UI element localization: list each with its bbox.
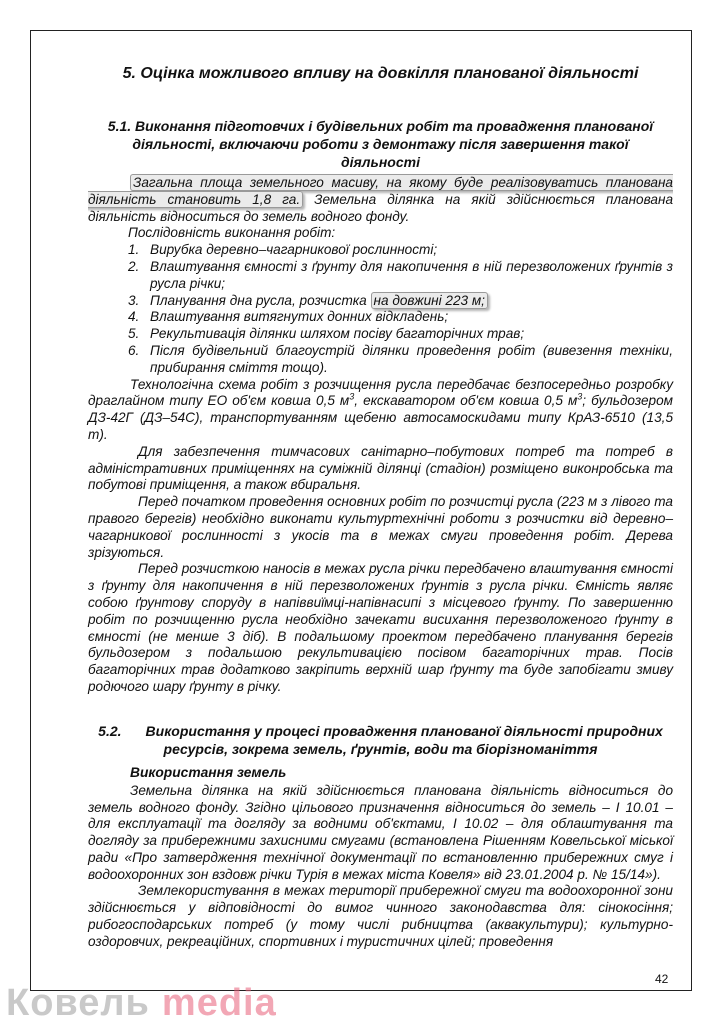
watermark-text: media — [161, 982, 277, 1024]
list-item-number: 1. — [128, 242, 140, 258]
list-item-text: Влаштування витягнутих донних відкладень; — [150, 309, 449, 325]
subsection-title-line: Використання у процесі провадження планованої діяльності природних — [145, 722, 663, 739]
paragraph-text: ; бульдозером ДЗ-42Г (ДЗ–54С), транспортуванням щебеню автосамоскидами типу КрАЗ-6510 (13,5 т). — [88, 393, 673, 442]
paragraph-sanitary: Для забезпечення тимчасових санітарно–побутових потреб та потреб в адміністративних приміщеннях на суміжній ділянці (стадіон) розміщено виконробська та побутові приміщення, а також вбиральня. — [88, 443, 673, 493]
list-item-text: Влаштування ємності з ґрунту для накопичення в ній перезволожених ґрунтів з русла річки; — [150, 258, 673, 291]
watermark-logo — [6, 983, 277, 1023]
paragraph-text: , екскаватором об'єм ковша 0,5 м — [354, 393, 578, 409]
list-item-number: 3. — [128, 292, 140, 308]
subsection-number: 5.2. — [98, 722, 122, 739]
subsection-title-line: 5.1. Виконання підготовчих і будівельних робіт та провадження планованої — [107, 118, 654, 134]
list-item-text: Рекультивація ділянки шляхом посіву багаторічних трав; — [150, 326, 525, 342]
superscript: 3 — [577, 391, 583, 402]
highlighted-length-text: на довжині 223 м; — [371, 292, 488, 309]
list-item-text — [150, 293, 673, 310]
list-item — [88, 343, 673, 377]
paragraph-sediment: Перед розчисткою наносів в межах русла річки передбачено влаштування ємності з ґрунту для накопичення в ній перезволожених ґрунтів з русла річки. Ємність являє собою ґрунтову споруду в напіввиїмці-напівнасипі з місцевого ґрунту. По завершенню робіт по розчищенню русла необхідно зачекати висихання перезволоженого ґрунту в ємності (не менше 3 діб). В подальшому проектом передбачено планування берегів бульдозером з подальшою рекультивацією посівом багаторічних трав. Посів багаторічних трав додатково закріпить верхній шар ґрунту та буде запобігати змиву родючого шару ґрунту в річку. — [88, 561, 673, 694]
watermark-text: Ковель — [6, 982, 150, 1024]
list-item-text-part: Планування дна русла, розчистка — [150, 292, 371, 308]
sequence-intro: Послідовність виконання робіт: — [128, 225, 336, 241]
section-title: 5. Оцінка можливого впливу на довкілля планованої діяльності — [122, 65, 639, 82]
list-item — [88, 309, 673, 326]
paragraph-text: Технологічна схема робіт з розчищення русла передбачає безпосередньо розробку драглайном типу ЕО об'єм ковша 0,5 м — [88, 376, 673, 409]
subsection-title-line: ресурсів, зокрема земель, ґрунтів, води та біорізноманіття — [163, 740, 598, 757]
paragraph-technology — [88, 377, 673, 444]
paragraph-before-works: Перед початком проведення основних робіт по розчистці русла (223 м з лівого та правого берегів) необхідно виконати культуртехнічні роботи з розчистки від деревно–чагарникової рослинності з укосів та в межах смуги проведення робіт. Дерева зрізуються. — [88, 494, 673, 560]
list-item — [88, 259, 673, 293]
spacer — [88, 696, 673, 722]
subsection-5-2-title — [88, 722, 673, 758]
page-number: 42 — [655, 972, 669, 986]
list-item — [88, 293, 673, 310]
superscript: 3 — [349, 391, 355, 402]
list-item-text: Після будівельний благоустрій ділянки проведення робіт (вивезення техніки, прибирання сміття тощо). — [150, 342, 673, 375]
list-item-number: 4. — [128, 309, 140, 325]
list-item-number: 2. — [128, 258, 140, 274]
subsection-5-1-title — [88, 117, 673, 171]
highlighted-area-text: Загальна площа земельного масиву, на якому буде реалізовуватись планована діяльність становить 1,8 га. — [88, 175, 673, 207]
work-steps-list — [88, 242, 673, 376]
subsection-title-line: діяльності, включаючи роботи з демонтажу після завершення такої — [132, 136, 629, 152]
list-item-number: 6. — [128, 342, 140, 358]
document-body — [88, 64, 673, 951]
paragraph-land-use: Земельна ділянка на якій здійснюється планована діяльність відноситься до земель водного фонду. Згідно цільового призначення відноситься до земель – І 10.01 – для експлуатації та догляду за водними об'єктами, І 10.02 – для облаштування та догляду за прибережними захисними смугами (встановлена Рішенням Ковельської міської ради «Про затвердження технічної документації по встановленню прибережних смуг і водоохоронних зон вздовж річки Турія в межах міста Ковеля» від 23.01.2004 р. № 15/14»). — [88, 782, 673, 882]
subsection-title-line: діяльності — [341, 154, 420, 170]
paragraph-text: Земельна ділянка на якій здійснюється планована діяльність відноситься до земель водного фонду. — [88, 191, 674, 224]
list-item-text: Вирубка деревно–чагарникової рослинності; — [150, 242, 438, 258]
paragraph-area — [88, 175, 673, 225]
list-item — [88, 242, 673, 259]
land-use-heading: Використання земель — [130, 764, 287, 780]
paragraph-land-use-2: Землекористування в межах території прибережної смуги та водоохоронної зони здійснюється у відповідності до вимог чинного законодавства для: сінокосіння; рибогосподарських потреб (у тому числі рибництва (аквакультури); культурно-оздоровчих, рекреаційних, спортивних і туристичних цілей; проведення — [88, 883, 673, 949]
list-item-number: 5. — [128, 326, 140, 342]
list-item — [88, 326, 673, 343]
